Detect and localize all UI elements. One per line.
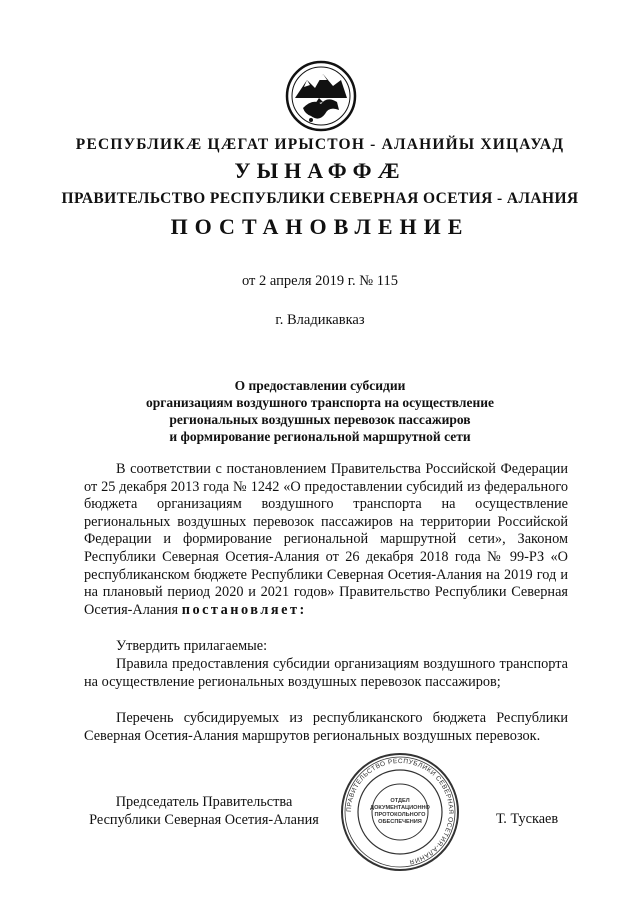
preamble-paragraph [84, 461, 568, 619]
coat-of-arms-emblem [285, 58, 357, 134]
stamp-center-line: ОТДЕЛ [390, 798, 410, 804]
title-line: и формирование региональной маршрутной сети [169, 429, 471, 444]
official-stamp [338, 750, 462, 874]
document-city: г. Владикавказ [275, 312, 365, 328]
header-decree-russian: ПОСТАНОВЛЕНИЕ [170, 214, 470, 239]
signatory-name: Т. Тускаев [496, 811, 559, 827]
position-line: Председатель Правительства [115, 794, 293, 810]
header-republic-ossetian: РЕСПУБЛИКӔ ЦӔГАТ ИРЫСТОН - АЛАНИЙЫ ХИЦАУАД [75, 136, 565, 153]
header-decree-ossetian: УЫНАФФӔ [234, 158, 406, 183]
approve-line: Утвердить прилагаемые: [116, 638, 268, 654]
stamp-center-line: ПРОТОКОЛЬНОГО [374, 812, 426, 818]
resolves-word: постановляет: [181, 601, 307, 618]
stamp-center-line: ДОКУМЕНТАЦИОННО [370, 805, 430, 811]
approved-item-rules: Правила предоставления субсидии организациям воздушного транспорта на осуществление региональных воздушных перевозок пассажиров; [84, 656, 568, 690]
approved-item-list: Перечень субсидируемых из республиканского бюджета Республики Северная Осетия-Алания маршрутов региональных воздушных перевозок. [84, 710, 568, 744]
stamp-ring-text: ПРАВИТЕЛЬСТВО РЕСПУБЛИКИ СЕВЕРНАЯ ОСЕТИЯ-АЛАНИЯ [345, 757, 455, 866]
signatory-position [84, 793, 324, 829]
title-line: О предоставлении субсидии [234, 378, 406, 393]
document-date: от 2 апреля 2019 г. № 115 [242, 273, 398, 289]
stamp-center-line: ОБЕСПЕЧЕНИЯ [378, 819, 422, 825]
preamble-text: В соответствии с постановлением Правительства Российской Федерации от 25 декабря 2013 года № 1242 «О предоставлении субсидий из федерального бюджета организациям воздушного транспорта на осуществление региональных воздушных перевозок пассажиров на территории Российской Федерации и формирование региональной маршрутной сети», Законом Республики Северная Осетия-Алания от 26 декабря 2018 года № 99-РЗ «О республиканском бюджете Республики Северная Осетия-Алания на 2019 год и на плановый период 2020 и 2021 годов» Правительство Республики Северная Осетия-Алания [84, 461, 568, 618]
position-line: Республики Северная Осетия-Алания [89, 812, 319, 828]
title-line: региональных воздушных перевозок пассажиров [169, 412, 471, 427]
title-line: организациям воздушного транспорта на осуществление [145, 395, 495, 410]
header-government-russian: ПРАВИТЕЛЬСТВО РЕСПУБЛИКИ СЕВЕРНАЯ ОСЕТИЯ - АЛАНИЯ [61, 190, 579, 207]
document-title [90, 377, 550, 445]
